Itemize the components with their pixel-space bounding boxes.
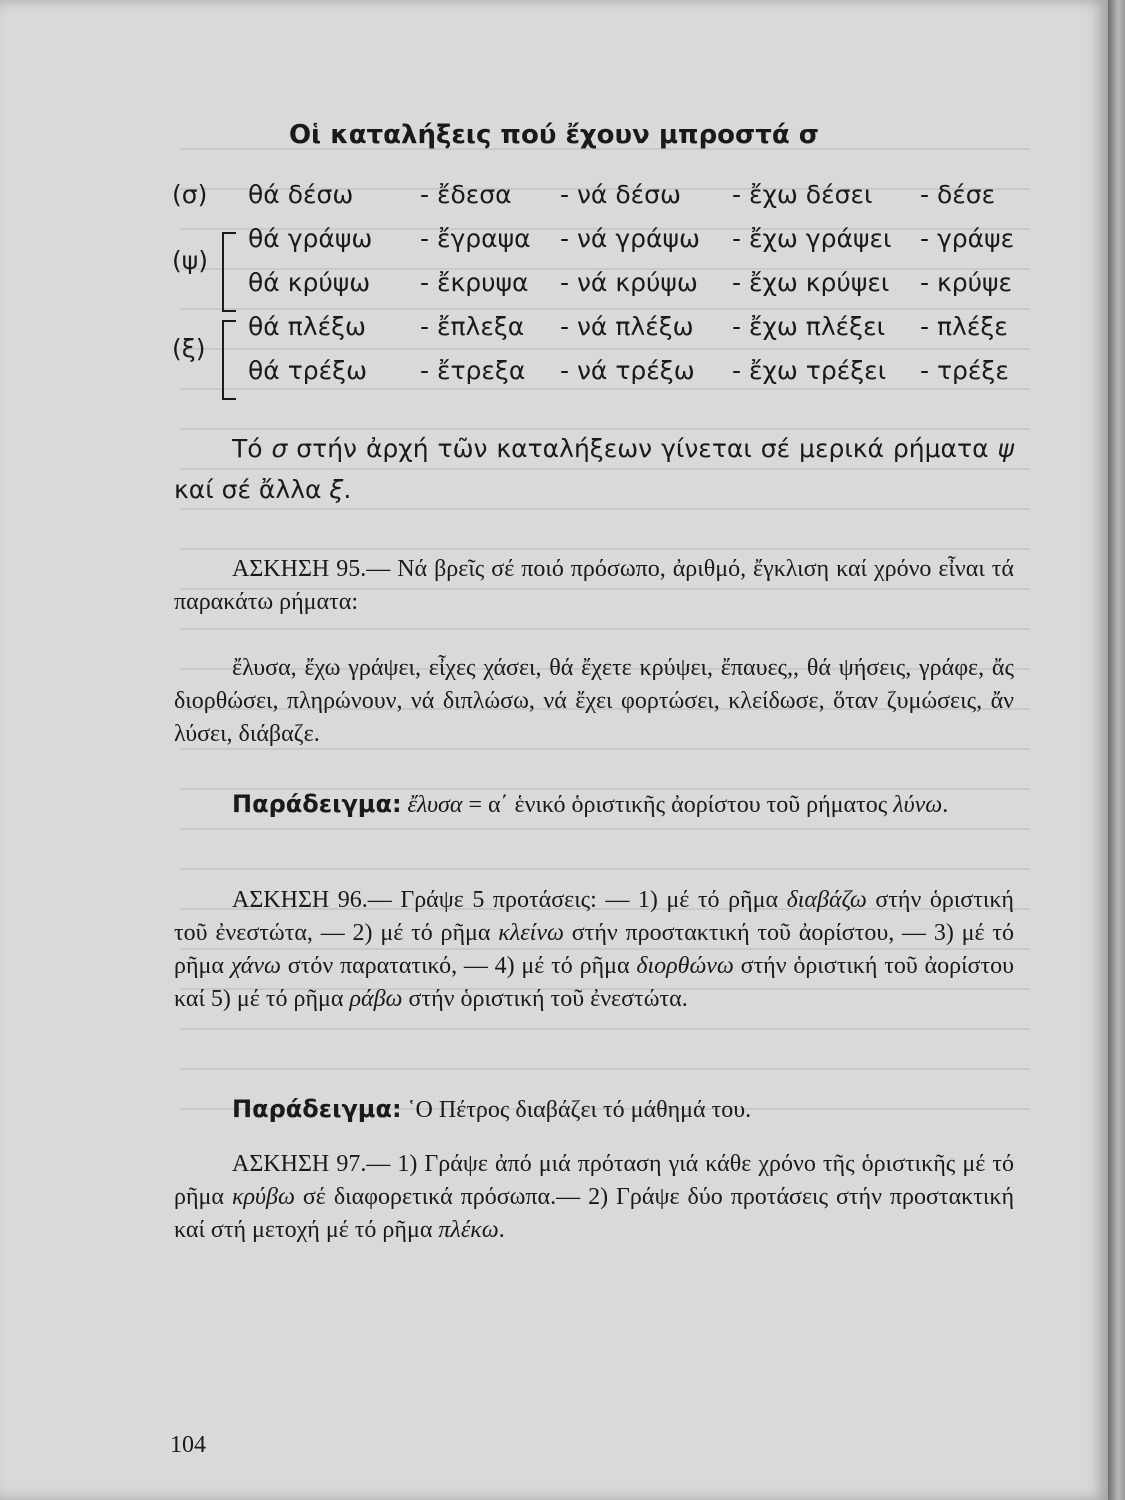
- perfect-form: - ἔχω δέσει: [732, 180, 873, 209]
- imperative-form: - τρέξε: [920, 356, 1009, 385]
- section-title: Οἱ καταλήξεις πού ἔχουν μπροστά σ: [288, 120, 820, 150]
- group-label: (ξ): [172, 334, 206, 363]
- rule-paragraph: [174, 428, 1014, 510]
- conj-row: [172, 268, 1032, 312]
- example-label: Παράδειγμα:: [232, 790, 402, 818]
- exercise-text: στήν ὁριστική τοῦ ἀορίστου καί 5) μέ τό ρῆμα: [174, 953, 1014, 1012]
- group-label: (σ): [172, 180, 208, 209]
- example-1: [174, 788, 1014, 822]
- example-verb: λύνω: [893, 792, 943, 818]
- conj-group-xi: [172, 312, 1032, 400]
- imperative-form: - γράψε: [920, 224, 1015, 253]
- rule-text: στήν ἀρχή τῶν καταλήξεων γίνεται σέ μερικά ρήματα: [287, 434, 998, 463]
- exercise-text: σέ διαφορετικά πρόσωπα.— 2) Γράψε δύο προτάσεις στήν προστακτική καί στή μετοχή μέ τό ρῆμα: [174, 1184, 1014, 1243]
- aorist-form: - ἔδεσα: [420, 180, 512, 209]
- exercise-text: .: [498, 1217, 505, 1243]
- perfect-form: - ἔχω γράψει: [732, 224, 892, 253]
- exercise-95-verb-list: ἔλυσα, ἔχω γράψει, εἶχες χάσει, θά ἔχετε κρύψει, ἔπαυες,, θά ψήσεις, γράφε, ἄς διορθώσει, πληρώνουν, νά διπλώσω, νά ἔχει φορτώσει, κλείδωσε, ὅταν ζυμώσεις, ἄν λύσει, διάβαζε.: [174, 655, 1014, 747]
- future-form: θά γράψω: [248, 224, 373, 253]
- exercise-97: [174, 1148, 1014, 1247]
- page-number: 104: [170, 1432, 206, 1458]
- aorist-form: - ἔγραψα: [420, 224, 531, 253]
- letter-sigma: σ: [271, 434, 288, 463]
- exercise-text: στόν παρατατικό, — 4) μέ τό ρῆμα: [281, 953, 637, 979]
- verb-italic: διορθώνω: [636, 953, 734, 979]
- aorist-form: - ἔκρυψα: [420, 268, 529, 297]
- verb-italic: χάνω: [230, 953, 281, 979]
- exercise-text: ΑΣΚΗΣΗ 97.— 1) Γράψε ἀπό μιά πρόταση γιά κάθε χρόνο τῆς ὁριστικῆς μέ τό ρῆμα: [174, 1151, 1014, 1210]
- conj-row: [172, 312, 1032, 356]
- aorist-form: - ἔπλεξα: [420, 312, 525, 341]
- example-label: Παράδειγμα:: [232, 1095, 402, 1123]
- aorist-form: - ἔτρεξα: [420, 356, 526, 385]
- conj-row: [172, 356, 1032, 400]
- exercise-text: στήν ὁριστική τοῦ ἐνεστώτα, — 2) μέ τό ρῆμα: [174, 887, 1014, 946]
- exercise-96: [174, 884, 1014, 1016]
- exercise-text: ΑΣΚΗΣΗ 96.— Γράψε 5 προτάσεις: — 1) μέ τό ρῆμα: [232, 887, 787, 913]
- verb-italic: διαβάζω: [786, 887, 867, 913]
- rule-text: καί σέ ἄλλα: [174, 475, 330, 504]
- example-text: ῾Ο Πέτρος διαβάζει τό μάθημά του.: [401, 1097, 752, 1123]
- example-text: = α΄ ἑνικό ὁριστικῆς ἀορίστου τοῦ ρήματος: [462, 792, 894, 818]
- imperative-form: - κρύψε: [920, 268, 1013, 297]
- rule-text: .: [343, 475, 352, 504]
- page-edge: [1108, 0, 1125, 1500]
- perfect-form: - ἔχω πλέξει: [732, 312, 886, 341]
- example-word: ἔλυσα: [407, 792, 463, 818]
- conj-group-psi: [172, 224, 1032, 312]
- example-text: .: [942, 792, 949, 818]
- conjugation-table: [172, 180, 1032, 400]
- letter-psi: ψ: [997, 434, 1014, 463]
- conj-row-sigma: [172, 180, 1032, 224]
- imperative-form: - πλέξε: [920, 312, 1008, 341]
- verb-italic: ράβω: [349, 986, 403, 1012]
- subjunctive-form: - νά γράψω: [560, 224, 700, 253]
- imperative-form: - δέσε: [920, 180, 996, 209]
- exercise-text: στήν ὁριστική τοῦ ἐνεστώτα.: [402, 986, 688, 1012]
- future-form: θά κρύψω: [248, 268, 371, 297]
- verb-italic: κρύβω: [231, 1184, 295, 1210]
- perfect-form: - ἔχω κρύψει: [732, 268, 890, 297]
- perfect-form: - ἔχω τρέξει: [732, 356, 887, 385]
- subjunctive-form: - νά τρέξω: [560, 356, 695, 385]
- rule-text: Τό: [232, 434, 272, 463]
- verb-italic: κλείνω: [498, 920, 564, 946]
- subjunctive-form: - νά πλέξω: [560, 312, 694, 341]
- example-2: [174, 1093, 1014, 1127]
- future-form: θά τρέξω: [248, 356, 368, 385]
- future-form: θά δέσω: [248, 180, 354, 209]
- subjunctive-form: - νά κρύψω: [560, 268, 698, 297]
- verb-italic: πλέκω: [438, 1217, 499, 1243]
- subjunctive-form: - νά δέσω: [560, 180, 681, 209]
- conj-row: [172, 224, 1032, 268]
- letter-xi: ξ: [329, 475, 344, 504]
- exercise-95-heading: ΑΣΚΗΣΗ 95.— Νά βρεῖς σέ ποιό πρόσωπο, ἀριθμό, ἔγκλιση καί χρόνο εἶναι τά παρακάτω ρήματα:: [174, 556, 1014, 615]
- future-form: θά πλέξω: [248, 312, 366, 341]
- exercise-text: στήν προστακτική τοῦ ἀορίστου, — 3) μέ τό ρῆμα: [174, 920, 1015, 979]
- group-label: (ψ): [172, 246, 208, 275]
